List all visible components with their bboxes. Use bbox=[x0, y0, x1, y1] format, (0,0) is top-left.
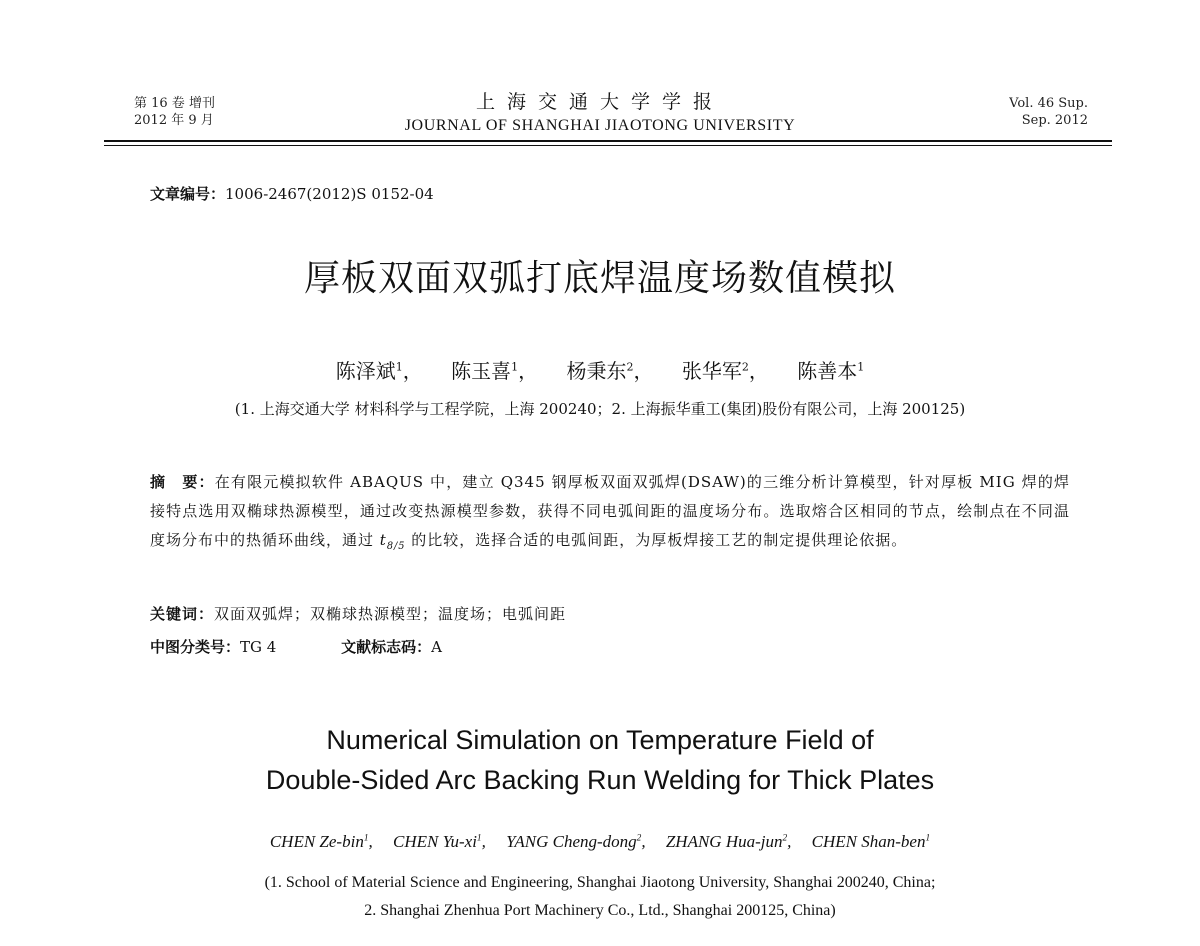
article-number-label: 文章编号： bbox=[150, 185, 226, 203]
article-number bbox=[150, 183, 434, 204]
abstract-label: 摘 要： bbox=[150, 473, 215, 491]
affiliation-en bbox=[0, 869, 1200, 925]
author-en-2: CHEN $Yu-xi^1$, bbox=[393, 832, 486, 851]
t85-symbol: t bbox=[379, 531, 387, 549]
keywords-cn bbox=[150, 603, 566, 624]
doc-code-label: 文献标志码： bbox=[341, 638, 432, 656]
header-date-line: 2012 年 9 月 bbox=[134, 113, 214, 128]
header-volume-line: 第 16 卷 增刊 bbox=[134, 96, 215, 111]
authors-en bbox=[0, 832, 1200, 852]
author-en-4: ZHANG Hua-jun$^2$, bbox=[665, 832, 792, 851]
affiliation-en-line-2: 2. Shanghai Zhenhua Port Machinery Co., Ltd., Shanghai 200125, China) bbox=[364, 902, 836, 919]
title-en bbox=[0, 720, 1200, 800]
author-cn-5: 陈善本$^1$ bbox=[797, 359, 865, 383]
affiliation-cn: (1. 上海交通大学 材料科学与工程学院，上海 200240；2. 上海振华重工(集团)股份有限公司，上海 200125) bbox=[234, 400, 966, 418]
author-cn-3: 杨秉东$^2$， bbox=[566, 359, 654, 383]
journal-name-cn: 上海交通大学学报 bbox=[475, 91, 724, 113]
title-en-line-2: Double-Sided Arc Backing Run Welding for Thick Plates bbox=[265, 765, 935, 795]
author-cn-1: 陈泽斌$^1$， bbox=[335, 359, 423, 383]
abstract-cn bbox=[150, 468, 1070, 561]
header-date-line-en: Sep. 2012 bbox=[1021, 113, 1088, 128]
header-volume-en bbox=[1009, 95, 1088, 129]
header-rule-thin bbox=[104, 145, 1112, 146]
header-rule-thick bbox=[104, 140, 1112, 142]
journal-name-en: JOURNAL OF SHANGHAI JIAOTONG UNIVERSITY bbox=[404, 117, 796, 134]
author-cn-2: 陈玉喜$^1$， bbox=[451, 359, 539, 383]
author-en-1: CHEN Ze-bin$^1$, bbox=[269, 832, 373, 851]
authors-cn bbox=[0, 355, 1200, 384]
doc-code-value: A bbox=[431, 638, 442, 656]
t85-subscript: 8/5 bbox=[386, 541, 406, 552]
abstract-text-after: 的比较，选择合适的电弧间距，为厚板焊接工艺的制定提供理论依据。 bbox=[405, 531, 908, 549]
author-cn-4: 张华军$^2$， bbox=[681, 359, 769, 383]
affiliation-en-line-1: (1. School of Material Science and Engineering, Shanghai Jiaotong University, Shanghai 200240, China; bbox=[264, 874, 936, 891]
clc-label: 中图分类号： bbox=[150, 638, 241, 656]
keywords-label: 关键词： bbox=[150, 605, 215, 623]
title-en-line-1: Numerical Simulation on Temperature Field of bbox=[326, 725, 874, 755]
clc-value: TG 4 bbox=[240, 638, 277, 656]
keywords-value: 双面双弧焊；双椭球热源模型；温度场；电弧间距 bbox=[214, 605, 567, 623]
author-en-3: YANG Cheng-dong$^2$, bbox=[506, 832, 646, 851]
title-cn: 厚板双面双弧打底焊温度场数值模拟 bbox=[303, 258, 896, 299]
header-volume-line-en: Vol. 46 Sup. bbox=[1009, 96, 1088, 111]
classification bbox=[150, 636, 442, 657]
doc-code bbox=[341, 638, 442, 656]
article-number-value: 1006-2467(2012)S 0152-04 bbox=[225, 185, 434, 203]
author-en-5: CHEN Shan-ben$^1$ bbox=[811, 832, 931, 851]
abstract-text-before: 在有限元模拟软件 ABAQUS 中，建立 Q345 钢厚板双面双弧焊(DSAW)的三维分析计算模型，针对厚板 MIG 焊的焊接特点选用双椭球热源模型，通过改变热源模型参数，获得不同电弧间距的温度场分布。选取熔合区相同的节点，绘制点在不同温度场分布中的热循环曲线，通过 bbox=[150, 473, 1070, 549]
